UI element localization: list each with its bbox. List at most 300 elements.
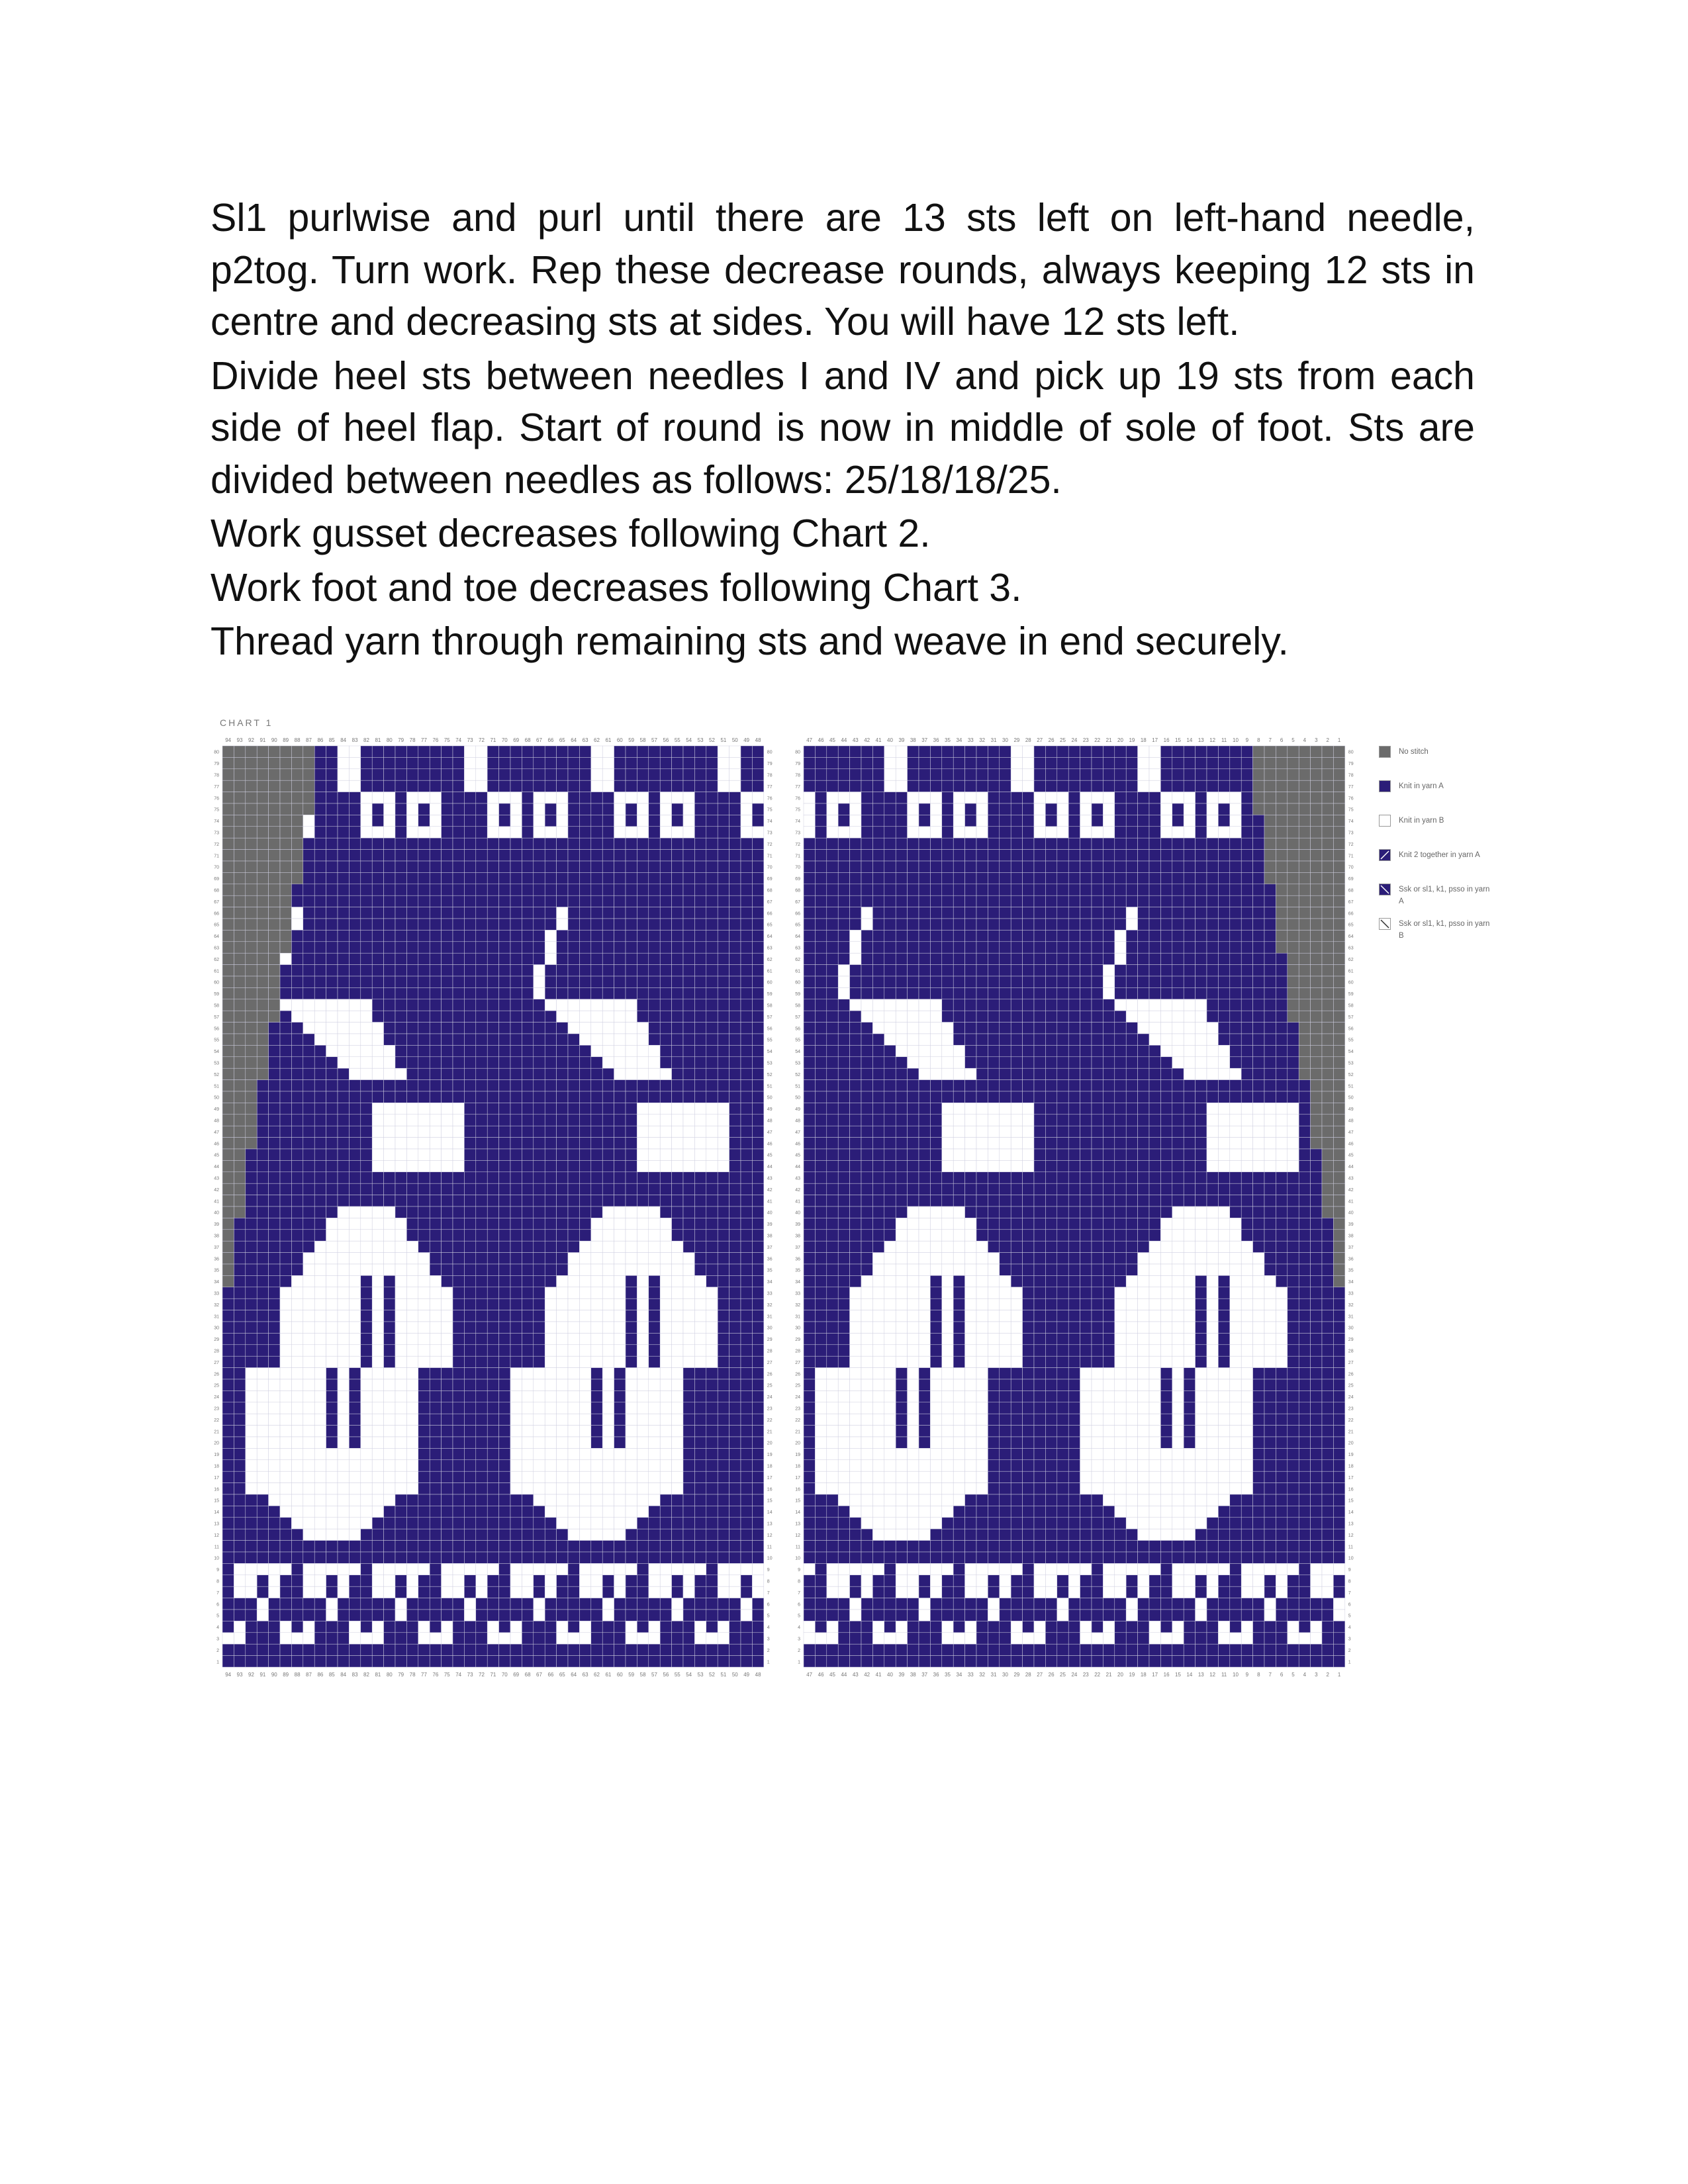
chart-cell [637, 1264, 648, 1275]
chart-cell [406, 1390, 418, 1402]
chart-cell [919, 757, 930, 768]
chart-cell [534, 965, 545, 976]
chart-cell [464, 1253, 475, 1264]
chart-cell [510, 1345, 522, 1356]
chart-cell [395, 1183, 406, 1195]
chart-cell [614, 1368, 626, 1379]
chart-cell [602, 746, 614, 757]
chart-cell [1034, 780, 1045, 792]
chart-cell [741, 1483, 752, 1494]
chart-cell [1172, 803, 1184, 815]
chart-cell [510, 1610, 522, 1621]
chart-cell [602, 1333, 614, 1344]
chart-cell [649, 942, 660, 953]
chart-cell [1126, 953, 1137, 964]
chart-cell [1333, 907, 1344, 919]
chart-cell [1299, 757, 1310, 768]
chart-cell [430, 769, 441, 780]
chart-cell [591, 1460, 602, 1471]
chart-cell [361, 1264, 372, 1275]
chart-cell [395, 1563, 406, 1574]
row-number-label: 5 [767, 1614, 770, 1619]
chart-cell [602, 1172, 614, 1183]
chart-cell [349, 1091, 360, 1103]
chart-cell [338, 1506, 349, 1517]
chart-cell [534, 1172, 545, 1183]
chart-cell [395, 757, 406, 768]
chart-cell [522, 1656, 533, 1667]
chart-cell [694, 1656, 706, 1667]
chart-cell [291, 1057, 303, 1068]
chart-cell [626, 1460, 637, 1471]
chart-cell [1264, 907, 1276, 919]
chart-cell [442, 1183, 453, 1195]
chart-cell [418, 976, 430, 987]
chart-cell [591, 907, 602, 919]
chart-cell [568, 1448, 579, 1459]
chart-cell [718, 1322, 729, 1333]
chart-cell [464, 1483, 475, 1494]
chart-cell [729, 1126, 741, 1137]
chart-cell [694, 1149, 706, 1160]
chart-cell [1068, 930, 1080, 941]
chart-cell [246, 1322, 257, 1333]
chart-cell [1126, 942, 1137, 953]
chart-cell [706, 1541, 718, 1552]
chart-cell [303, 827, 314, 838]
chart-cell [637, 1402, 648, 1414]
chart-cell [464, 1426, 475, 1437]
chart-cell [534, 1287, 545, 1298]
chart-cell [1160, 907, 1172, 919]
chart-cell [269, 1414, 280, 1425]
chart-cell [637, 850, 648, 861]
chart-cell [706, 757, 718, 768]
chart-cell [291, 1633, 303, 1644]
chart-cell [683, 815, 694, 826]
chart-cell [1103, 976, 1114, 987]
chart-cell [522, 1206, 533, 1218]
chart-cell [522, 895, 533, 907]
chart-cell [614, 1183, 626, 1195]
chart-cell [314, 861, 326, 872]
chart-cell [476, 780, 487, 792]
chart-cell [942, 895, 953, 907]
chart-cell [591, 1218, 602, 1229]
chart-cell [361, 1437, 372, 1448]
chart-cell [418, 1183, 430, 1195]
chart-cell [1207, 930, 1218, 941]
chart-cell [626, 976, 637, 987]
chart-cell [683, 1437, 694, 1448]
chart-cell [1218, 907, 1229, 919]
chart-cell [280, 1287, 291, 1298]
chart-cell [291, 1610, 303, 1621]
chart-cell [222, 827, 234, 838]
chart-cell [827, 769, 838, 780]
chart-cell [406, 1275, 418, 1287]
chart-cell [522, 815, 533, 826]
chart-cell [246, 1275, 257, 1287]
chart-cell [568, 1426, 579, 1437]
chart-cell [804, 850, 815, 861]
chart-cell [314, 1057, 326, 1068]
chart-cell [815, 769, 826, 780]
chart-cell [626, 1448, 637, 1459]
chart-cell [418, 1218, 430, 1229]
chart-cell [280, 1138, 291, 1149]
chart-cell [361, 1610, 372, 1621]
chart-cell [372, 1091, 383, 1103]
chart-cell [568, 1552, 579, 1563]
chart-cell [534, 1160, 545, 1171]
chart-cell [683, 1091, 694, 1103]
chart-cell [896, 895, 907, 907]
row-number-label: 37 [214, 1245, 219, 1250]
chart-cell [965, 942, 976, 953]
chart-cell [626, 1034, 637, 1045]
chart-cell [752, 1160, 763, 1171]
chart-cell [545, 1011, 556, 1022]
chart-cell [896, 884, 907, 895]
chart-cell [406, 1345, 418, 1356]
chart-cell [361, 1287, 372, 1298]
chart-cell [861, 872, 872, 884]
chart-cell [718, 976, 729, 987]
chart-cell [1184, 942, 1195, 953]
chart-cell [1218, 850, 1229, 861]
chart-cell [683, 907, 694, 919]
chart-cell [1172, 953, 1184, 964]
chart-cell [1045, 815, 1056, 826]
chart-cell [896, 976, 907, 987]
chart-cell [861, 838, 872, 849]
chart-cell [838, 919, 849, 930]
chart-cell [872, 861, 884, 872]
chart-cell [1196, 976, 1207, 987]
chart-cell [1160, 861, 1172, 872]
chart-cell [280, 1241, 291, 1252]
chart-cell [464, 942, 475, 953]
chart-cell [1264, 827, 1276, 838]
chart-cell [741, 1610, 752, 1621]
chart-cell [291, 1644, 303, 1655]
chart-cell [338, 942, 349, 953]
chart-cell [694, 1322, 706, 1333]
chart-cell [1103, 919, 1114, 930]
chart-cell [649, 1253, 660, 1264]
chart-cell [269, 1138, 280, 1149]
chart-cell [499, 838, 510, 849]
chart-cell [637, 1414, 648, 1425]
chart-cell [649, 1483, 660, 1494]
chart-cell [741, 1241, 752, 1252]
chart-cell [361, 850, 372, 861]
chart-cell [534, 1023, 545, 1034]
chart-cell [591, 1402, 602, 1414]
chart-cell [1288, 792, 1299, 803]
chart-cell [453, 792, 464, 803]
chart-cell [1264, 780, 1276, 792]
chart-cell [683, 746, 694, 757]
chart-cell [476, 1529, 487, 1540]
chart-cell [988, 976, 999, 987]
chart-cell [568, 1241, 579, 1252]
chart-cell [1322, 884, 1333, 895]
chart-cell [246, 1368, 257, 1379]
chart-cell [418, 884, 430, 895]
chart-cell [649, 1241, 660, 1252]
chart-cell [349, 1230, 360, 1241]
chart-cell [626, 1586, 637, 1598]
instruction-paragraph: Work gusset decreases following Chart 2. [211, 512, 931, 555]
chart-cell [418, 1656, 430, 1667]
chart-cell [442, 1437, 453, 1448]
chart-cell [453, 1034, 464, 1045]
chart-cell [314, 1333, 326, 1344]
chart-cell [683, 1379, 694, 1390]
chart-cell [534, 746, 545, 757]
chart-cell [1045, 792, 1056, 803]
chart-cell [499, 1218, 510, 1229]
chart-cell [591, 850, 602, 861]
chart-cell [752, 1310, 763, 1322]
chart-cell [626, 895, 637, 907]
chart-cell [487, 792, 498, 803]
chart-cell [257, 1621, 268, 1632]
chart-cell [557, 1426, 568, 1437]
chart-cell [372, 942, 383, 953]
chart-cell [1023, 872, 1034, 884]
chart-cell [694, 1287, 706, 1298]
chart-cell [280, 1575, 291, 1586]
chart-cell [430, 1368, 441, 1379]
chart-cell [1034, 827, 1045, 838]
chart-cell [1045, 827, 1056, 838]
chart-cell [487, 1195, 498, 1206]
chart-cell [406, 1633, 418, 1644]
chart-cell [384, 1241, 395, 1252]
chart-cell [418, 1057, 430, 1068]
chart-cell [1311, 965, 1322, 976]
chart-cell [649, 919, 660, 930]
chart-cell [510, 1598, 522, 1610]
chart-cell [1149, 884, 1160, 895]
chart-cell [372, 1011, 383, 1022]
chart-cell [741, 1518, 752, 1529]
chart-cell [338, 1218, 349, 1229]
chart-cell [1264, 838, 1276, 849]
chart-cell [280, 1633, 291, 1644]
chart-cell [464, 827, 475, 838]
chart-cell [499, 1368, 510, 1379]
chart-cell [349, 769, 360, 780]
chart-cell [1276, 838, 1287, 849]
chart-cell [568, 1023, 579, 1034]
chart-cell [453, 884, 464, 895]
chart-cell [545, 965, 556, 976]
chart-cell [464, 1298, 475, 1310]
chart-cell [430, 1091, 441, 1103]
chart-cell [442, 1575, 453, 1586]
chart-cell [850, 827, 861, 838]
chart-cell [372, 1529, 383, 1540]
chart-cell [1218, 919, 1229, 930]
chart-cell [453, 1287, 464, 1298]
chart-cell [338, 1287, 349, 1298]
chart-cell [499, 1494, 510, 1506]
chart-cell [1253, 803, 1264, 815]
row-number-label: 16 [767, 1487, 773, 1492]
chart-cell [534, 1322, 545, 1333]
chart-cell [1207, 780, 1218, 792]
chart-cell [579, 919, 590, 930]
chart-cell [453, 1322, 464, 1333]
chart-cell [453, 1091, 464, 1103]
chart-cell [683, 1206, 694, 1218]
chart-cell [953, 757, 964, 768]
chart-cell [314, 803, 326, 815]
chart-cell [579, 1471, 590, 1482]
chart-cell [637, 919, 648, 930]
chart-cell [649, 850, 660, 861]
chart-cell [1080, 803, 1092, 815]
row-number-label: 79 [214, 762, 219, 767]
chart-cell [976, 746, 988, 757]
chart-cell [660, 1563, 671, 1574]
chart-cell [815, 872, 826, 884]
chart-cell [269, 965, 280, 976]
chart-cell [660, 987, 671, 999]
chart-cell [718, 1494, 729, 1506]
chart-cell [942, 919, 953, 930]
chart-cell [602, 1080, 614, 1091]
chart-cell [349, 1126, 360, 1137]
chart-cell [649, 999, 660, 1011]
chart-cell [499, 1563, 510, 1574]
chart-cell [557, 1552, 568, 1563]
chart-cell [499, 1610, 510, 1621]
chart-cell [545, 1218, 556, 1229]
chart-cell [361, 757, 372, 768]
chart-cell [804, 895, 815, 907]
chart-cell [591, 1322, 602, 1333]
chart-cell [861, 746, 872, 757]
chart-cell [418, 895, 430, 907]
chart-cell [850, 838, 861, 849]
stitch-number-label: 79 [398, 1672, 404, 1678]
chart-cell [406, 1575, 418, 1586]
chart-cell [614, 1552, 626, 1563]
chart-cell [338, 803, 349, 815]
chart-cell [442, 1368, 453, 1379]
chart-cell [752, 1345, 763, 1356]
chart-cell [372, 1621, 383, 1632]
row-number-label: 42 [214, 1187, 219, 1193]
chart-cell [361, 1230, 372, 1241]
chart-cell [442, 1598, 453, 1610]
chart-cell [280, 1068, 291, 1079]
chart-cell [257, 827, 268, 838]
chart-cell [303, 942, 314, 953]
chart-cell [579, 780, 590, 792]
chart-cell [672, 1287, 683, 1298]
chart-cell [884, 930, 896, 941]
chart-cell [827, 757, 838, 768]
chart-cell [752, 965, 763, 976]
chart-cell [234, 1598, 245, 1610]
chart-cell [718, 1172, 729, 1183]
chart-cell [349, 1471, 360, 1482]
stitch-number-label: 93 [236, 737, 243, 743]
chart-cell [1160, 746, 1172, 757]
chart-cell [487, 1644, 498, 1655]
chart-cell [579, 1414, 590, 1425]
stitch-number-label: 71 [490, 1672, 496, 1678]
chart-cell [222, 1437, 234, 1448]
chart-cell [896, 850, 907, 861]
chart-cell [649, 1045, 660, 1056]
chart-cell [637, 895, 648, 907]
chart-cell [303, 861, 314, 872]
chart-cell [303, 1494, 314, 1506]
chart-cell [372, 1138, 383, 1149]
chart-cell [804, 803, 815, 815]
chart-cell [545, 1414, 556, 1425]
chart-cell [303, 1529, 314, 1540]
chart-cell [1057, 872, 1068, 884]
chart-cell [326, 757, 338, 768]
chart-cell [372, 815, 383, 826]
chart-cell [338, 1471, 349, 1482]
chart-cell [741, 1506, 752, 1517]
chart-cell [1068, 965, 1080, 976]
chart-cell [850, 942, 861, 953]
chart-cell [718, 815, 729, 826]
chart-cell [694, 1057, 706, 1068]
chart-cell [303, 1414, 314, 1425]
chart-cell [614, 1518, 626, 1529]
chart-cell [672, 838, 683, 849]
chart-cell [442, 1426, 453, 1437]
chart-cell [626, 1656, 637, 1667]
chart-cell [729, 1080, 741, 1091]
chart-cell [729, 1195, 741, 1206]
chart-cell [953, 861, 964, 872]
chart-cell [430, 1552, 441, 1563]
chart-cell [741, 815, 752, 826]
row-number-label: 80 [767, 750, 773, 755]
chart-cell [246, 1253, 257, 1264]
chart-cell [522, 1471, 533, 1482]
row-number-label: 38 [214, 1234, 219, 1239]
chart-cell [361, 803, 372, 815]
chart-cell [545, 780, 556, 792]
chart-cell [395, 1448, 406, 1459]
chart-cell [591, 930, 602, 941]
chart-cell [257, 1298, 268, 1310]
chart-cell [1311, 838, 1322, 849]
chart-cell [815, 942, 826, 953]
chart-cell [930, 895, 941, 907]
chart-cell [487, 1057, 498, 1068]
chart-cell [453, 919, 464, 930]
chart-cell [1138, 757, 1149, 768]
chart-cell [384, 792, 395, 803]
chart-cell [234, 861, 245, 872]
chart-cell [1092, 769, 1103, 780]
chart-cell [694, 1621, 706, 1632]
